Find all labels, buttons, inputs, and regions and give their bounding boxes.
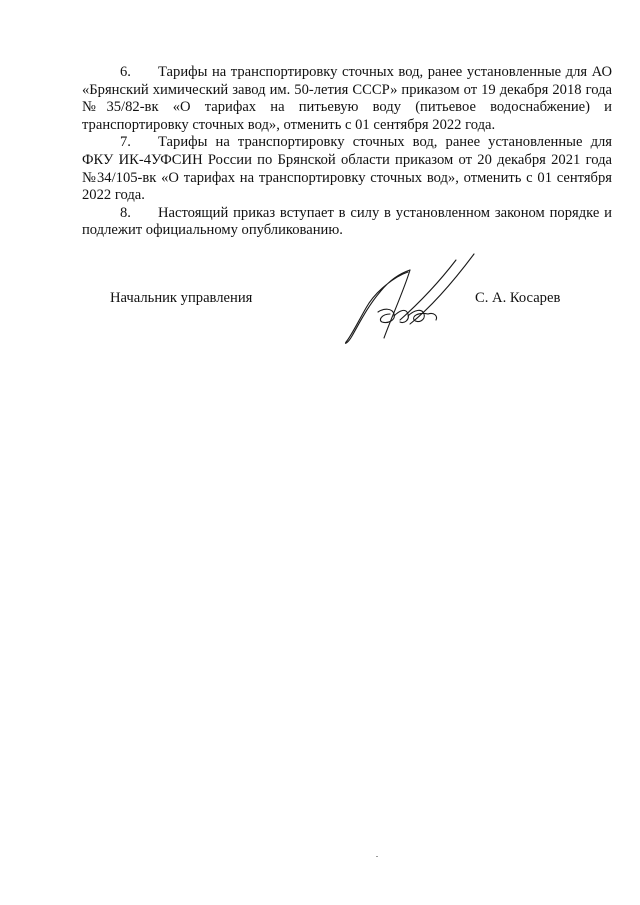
paragraph-text: Настоящий приказ вступает в силу в установленном законом порядке и подлежит официальному опубликованию. bbox=[82, 204, 612, 239]
paragraph-number: 6. bbox=[120, 64, 131, 80]
paragraph-7 bbox=[82, 134, 612, 204]
handwritten-signature bbox=[338, 250, 488, 350]
paragraph-8 bbox=[82, 205, 612, 240]
signatory-title: Начальник управления bbox=[110, 290, 253, 306]
paragraph-text: Тарифы на транспортировку сточных вод, ранее установленные для ФКУ ИК-4УФСИН России по Брянской области приказом от 20 декабря 2021 года №34/105-вк «О тарифах на транспортировку сточных вод», отменить с 01 сентября 2022 года. bbox=[82, 134, 612, 204]
scan-artifact bbox=[376, 856, 378, 857]
paragraph-number: 7. bbox=[120, 134, 131, 151]
paragraph-number: 8. bbox=[120, 204, 131, 221]
paragraph-6 bbox=[82, 64, 612, 134]
signatory-name: С. А. Косарев bbox=[475, 290, 561, 306]
document-body bbox=[82, 64, 612, 240]
paragraph-text: Тарифы на транспортировку сточных вод, ранее установленные для АО «Брянский химический завод им. 50-летия СССР» приказом от 19 декабря 2018 года №35/82-вк «О тарифах на питьевую воду (питьевое водоснабжение) и транспортировку сточных вод», отменить с 01 сентября 2022 года. bbox=[82, 64, 612, 133]
